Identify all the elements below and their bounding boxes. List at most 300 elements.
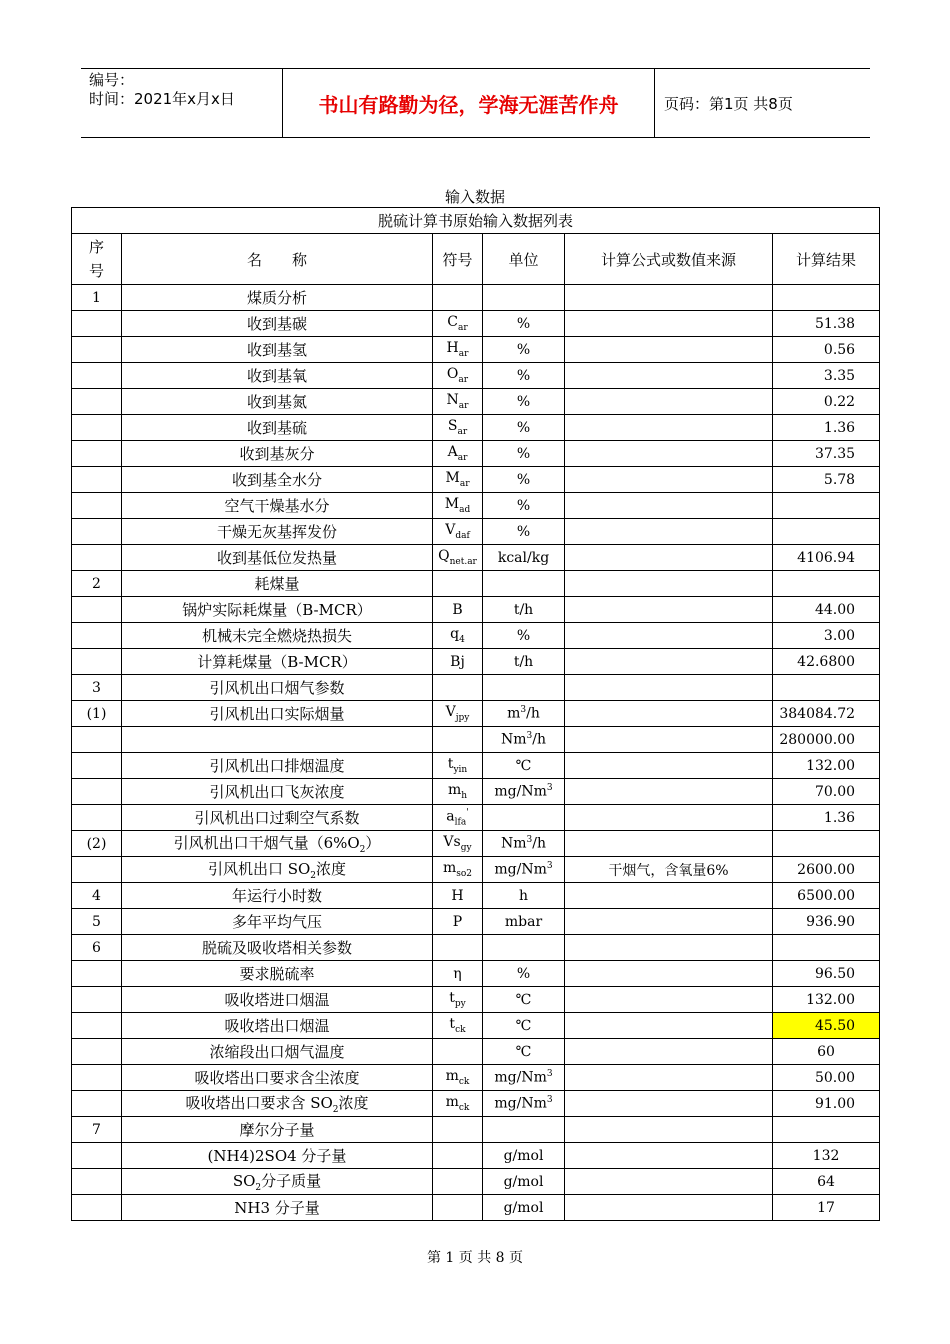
row-unit (483, 571, 565, 597)
row-symbol (433, 493, 483, 519)
row-unit (483, 1117, 565, 1143)
row-symbol-text: t (449, 1016, 456, 1033)
row-symbol (433, 961, 483, 987)
row-symbol (433, 337, 483, 363)
row-result (773, 987, 880, 1013)
row-symbol-text: A (447, 444, 458, 461)
row-name-text: 煤质分析 (246, 289, 307, 307)
row-symbol-text: Vs (443, 834, 461, 851)
row-name-subscript: 2 (310, 871, 317, 881)
table-row (72, 415, 880, 441)
table-row (72, 545, 880, 571)
header-seq-2: 号 (88, 262, 104, 280)
row-symbol-subscript: ar (457, 452, 468, 463)
row-symbol-text: O (446, 366, 459, 383)
row-formula (565, 675, 773, 701)
row-unit-suffix: /h (532, 835, 546, 852)
input-data-table (71, 207, 880, 1221)
row-name-text: 收到基硫 (246, 419, 307, 437)
table-row (72, 1143, 880, 1169)
row-name-text: 收到基碳 (246, 315, 307, 333)
row-seq (72, 285, 122, 311)
row-symbol-text: m (445, 1094, 459, 1111)
row-unit-text: % (516, 341, 531, 358)
row-formula (565, 389, 773, 415)
row-symbol-text: V (445, 522, 456, 539)
table-row (72, 597, 880, 623)
row-seq (72, 623, 122, 649)
row-symbol (433, 805, 483, 831)
row-result (773, 623, 880, 649)
row-result (773, 597, 880, 623)
row-name-text: 吸收塔出口烟温 (224, 1017, 330, 1035)
row-unit (483, 1143, 565, 1169)
row-seq (72, 935, 122, 961)
row-unit (483, 1169, 565, 1195)
row-name-text: 耗煤量 (254, 575, 300, 593)
row-result-text: 51.38 (814, 315, 856, 332)
row-symbol-subscript: h (461, 790, 468, 801)
row-seq (72, 1143, 122, 1169)
row-seq (72, 831, 122, 857)
row-formula (565, 753, 773, 779)
row-name-text: 计算耗煤量（B-MCR） (197, 653, 357, 671)
row-result-text: 45.50 (814, 1017, 856, 1034)
row-unit (483, 857, 565, 883)
row-name-text: 收到基全水分 (231, 471, 322, 489)
row-symbol (433, 857, 483, 883)
row-name (122, 467, 433, 493)
row-name-text: 收到基低位发热量 (216, 549, 337, 567)
row-unit (483, 675, 565, 701)
row-formula (565, 1039, 773, 1065)
row-name (122, 571, 433, 597)
header-page-info: 页码：第1页 共8页 (664, 94, 793, 113)
page-footer: 第 1 页 共 8 页 (426, 1250, 524, 1266)
row-result (773, 805, 880, 831)
row-formula (565, 831, 773, 857)
row-unit (483, 1065, 565, 1091)
row-unit-text: m (507, 705, 521, 722)
row-result-text: 936.90 (806, 913, 856, 930)
row-unit (483, 649, 565, 675)
row-formula (565, 1143, 773, 1169)
row-name-text: 引风机出口干烟气量（6%O (173, 834, 360, 852)
table-row (72, 935, 880, 961)
row-unit-text: ℃ (515, 757, 532, 774)
row-result (773, 285, 880, 311)
table-row (72, 467, 880, 493)
row-result (773, 415, 880, 441)
row-seq (72, 961, 122, 987)
time-label: 时间：2021年x月x日 (89, 90, 235, 108)
row-name-text: 引风机出口 SO (207, 860, 311, 878)
row-seq (72, 493, 122, 519)
table-row (72, 805, 880, 831)
row-symbol-text: V (445, 704, 456, 721)
row-symbol-text: P (452, 913, 463, 930)
row-unit (483, 701, 565, 727)
row-name-text: SO (232, 1172, 256, 1190)
row-symbol (433, 1143, 483, 1169)
row-result (773, 493, 880, 519)
table-row (72, 1117, 880, 1143)
row-result (773, 649, 880, 675)
row-unit-text: ℃ (515, 1043, 532, 1060)
row-symbol-text: t (449, 990, 455, 1007)
row-symbol-text: N (446, 392, 459, 409)
row-unit (483, 753, 565, 779)
row-name (122, 519, 433, 545)
row-unit-text: t/h (513, 653, 534, 670)
table-row (72, 623, 880, 649)
row-formula (565, 415, 773, 441)
row-result-text: 3.00 (823, 627, 856, 644)
row-seq-text: 3 (92, 679, 101, 696)
row-name-text: 吸收塔出口要求含 SO (185, 1094, 333, 1112)
row-result (773, 389, 880, 415)
row-unit (483, 519, 565, 545)
row-unit-superscript: 3 (526, 731, 533, 742)
row-name (122, 727, 433, 753)
row-symbol-subscript: gy (460, 842, 472, 853)
header-seq-1: 序 (88, 238, 104, 256)
row-result (773, 753, 880, 779)
number-label: 编号： (89, 71, 135, 89)
row-formula (565, 1013, 773, 1039)
row-seq (72, 467, 122, 493)
row-result (773, 701, 880, 727)
row-seq (72, 1065, 122, 1091)
row-formula (565, 883, 773, 909)
header-formula: 计算公式或数值来源 (565, 234, 773, 285)
row-result-text: 132 (812, 1147, 840, 1164)
row-result-text: 132.00 (806, 757, 856, 774)
row-symbol (433, 441, 483, 467)
row-name (122, 337, 433, 363)
row-seq (72, 727, 122, 753)
row-name-subscript: 2 (359, 845, 366, 855)
row-unit (483, 337, 565, 363)
row-name (122, 623, 433, 649)
row-name (122, 1169, 433, 1195)
row-symbol (433, 883, 483, 909)
table-header-row (72, 234, 880, 285)
row-seq (72, 519, 122, 545)
row-name (122, 831, 433, 857)
row-seq (72, 805, 122, 831)
row-symbol (433, 597, 483, 623)
row-symbol (433, 1039, 483, 1065)
row-result (773, 779, 880, 805)
row-formula (565, 597, 773, 623)
row-unit-text: mg/Nm (494, 1095, 547, 1112)
row-formula (565, 623, 773, 649)
row-unit-suffix: /h (526, 705, 540, 722)
row-seq (72, 571, 122, 597)
table-row (72, 649, 880, 675)
table-row (72, 987, 880, 1013)
row-unit (483, 779, 565, 805)
row-seq (72, 1013, 122, 1039)
row-unit (483, 415, 565, 441)
row-result-text: 0.56 (823, 341, 856, 358)
row-name-text: 收到基灰分 (239, 445, 315, 463)
table-row (72, 493, 880, 519)
row-seq-text: (2) (86, 835, 107, 852)
row-formula (565, 571, 773, 597)
row-seq (72, 779, 122, 805)
row-name-text: 摩尔分子量 (239, 1121, 315, 1139)
row-seq (72, 649, 122, 675)
row-name (122, 857, 433, 883)
row-unit-text: % (516, 965, 531, 982)
row-name-text: 引风机出口过剩空气系数 (194, 809, 360, 827)
row-result (773, 337, 880, 363)
row-name-text: 引风机出口排烟温度 (209, 757, 345, 775)
row-seq (72, 987, 122, 1013)
table-row (72, 285, 880, 311)
row-symbol-subscript: ar (458, 348, 469, 359)
row-unit (483, 285, 565, 311)
row-symbol-text: a (446, 808, 455, 825)
row-result (773, 545, 880, 571)
row-seq (72, 389, 122, 415)
row-unit-superscript: 3 (526, 835, 533, 846)
row-unit (483, 805, 565, 831)
table-row (72, 571, 880, 597)
row-seq (72, 909, 122, 935)
row-name (122, 675, 433, 701)
row-unit-text: ℃ (515, 991, 532, 1008)
row-result-text: 384084.72 (779, 705, 856, 722)
row-symbol (433, 1091, 483, 1117)
table-row (72, 701, 880, 727)
row-name-text: 收到基氧 (246, 367, 307, 385)
row-seq (72, 701, 122, 727)
row-unit-suffix: /h (532, 731, 546, 748)
row-name-suffix: 分子质量 (261, 1172, 322, 1190)
row-symbol-text: m (445, 1068, 459, 1085)
row-result (773, 883, 880, 909)
row-seq (72, 337, 122, 363)
header-result: 计算结果 (773, 234, 880, 285)
row-symbol (433, 545, 483, 571)
row-formula (565, 545, 773, 571)
row-result-text: 3.35 (823, 367, 856, 384)
row-name-text: 空气干燥基水分 (224, 497, 330, 515)
table-row (72, 727, 880, 753)
row-name-suffix: ） (365, 834, 381, 852)
row-formula (565, 1169, 773, 1195)
row-seq (72, 311, 122, 337)
row-name (122, 883, 433, 909)
row-result (773, 1143, 880, 1169)
row-unit (483, 935, 565, 961)
row-result (773, 363, 880, 389)
row-result-text: 6500.00 (797, 887, 856, 904)
table-row (72, 883, 880, 909)
row-result-text: 4106.94 (797, 549, 856, 566)
row-symbol (433, 415, 483, 441)
row-result-text: 42.6800 (797, 653, 856, 670)
row-symbol (433, 467, 483, 493)
row-formula (565, 285, 773, 311)
row-unit-superscript: 3 (520, 705, 527, 716)
row-symbol-subscript: lfa (454, 817, 467, 828)
row-result-text: 1.36 (823, 809, 856, 826)
table-row (72, 857, 880, 883)
row-symbol (433, 831, 483, 857)
row-symbol (433, 727, 483, 753)
row-symbol-text: C (447, 314, 459, 331)
row-name-text: 收到基氮 (246, 393, 307, 411)
row-formula (565, 935, 773, 961)
row-seq (72, 1195, 122, 1221)
row-unit (483, 1039, 565, 1065)
table-row (72, 831, 880, 857)
row-symbol (433, 753, 483, 779)
row-symbol-subscript: ck (455, 1024, 466, 1035)
row-unit-text: mg/Nm (494, 861, 547, 878)
row-unit-text: mg/Nm (494, 1069, 547, 1086)
row-unit-text: % (516, 627, 531, 644)
row-unit (483, 545, 565, 571)
row-result (773, 311, 880, 337)
row-unit-text: % (516, 445, 531, 462)
row-formula (565, 1195, 773, 1221)
row-result (773, 1039, 880, 1065)
row-unit-text: % (516, 523, 531, 540)
row-seq (72, 597, 122, 623)
row-symbol (433, 1117, 483, 1143)
row-name-text: 引风机出口飞灰浓度 (209, 783, 345, 801)
row-formula (565, 467, 773, 493)
row-name-text: 机械未完全燃烧热损失 (201, 627, 352, 645)
row-unit (483, 909, 565, 935)
row-formula (565, 337, 773, 363)
row-symbol (433, 909, 483, 935)
row-symbol-subscript: ar (458, 322, 468, 333)
header-name: 名 称 (122, 234, 433, 285)
row-symbol (433, 1013, 483, 1039)
row-symbol (433, 701, 483, 727)
row-formula (565, 1065, 773, 1091)
row-symbol-text: M (445, 470, 460, 487)
header-motto: 书山有路勤为径，学海无涯苦作舟 (283, 69, 655, 137)
row-result-text: 280000.00 (779, 731, 856, 748)
row-unit (483, 597, 565, 623)
row-result (773, 857, 880, 883)
row-symbol (433, 389, 483, 415)
row-unit (483, 727, 565, 753)
row-result-text: 2600.00 (797, 861, 856, 878)
row-seq (72, 857, 122, 883)
row-unit (483, 363, 565, 389)
row-unit-text: % (516, 393, 531, 410)
row-name (122, 363, 433, 389)
row-symbol (433, 519, 483, 545)
table-row (72, 909, 880, 935)
row-result (773, 935, 880, 961)
row-name-text: 引风机出口实际烟量 (209, 705, 345, 723)
row-name (122, 987, 433, 1013)
row-symbol-subscript: 4 (459, 634, 465, 645)
row-result (773, 831, 880, 857)
row-symbol-text: S (447, 418, 458, 435)
row-result-text: 132.00 (806, 991, 856, 1008)
row-symbol (433, 987, 483, 1013)
row-symbol (433, 363, 483, 389)
row-name-text: (NH4)2SO4 分子量 (207, 1147, 347, 1165)
row-symbol-subscript: ar (458, 374, 469, 385)
row-name-text: 收到基氢 (246, 341, 307, 359)
row-name (122, 1091, 433, 1117)
row-unit (483, 1013, 565, 1039)
row-result-text: 0.22 (823, 393, 856, 410)
row-result-text: 96.50 (814, 965, 856, 982)
row-symbol (433, 623, 483, 649)
row-symbol-subscript: py (454, 998, 466, 1009)
row-name-subscript: 2 (332, 1105, 339, 1115)
row-unit-text: kcal/kg (497, 549, 550, 566)
row-symbol (433, 779, 483, 805)
table-row (72, 1169, 880, 1195)
row-result-text: 1.36 (823, 419, 856, 436)
row-seq-text: 1 (92, 289, 101, 306)
row-unit-text: mbar (504, 913, 543, 930)
header-symbol: 符号 (433, 234, 483, 285)
table-row (72, 1065, 880, 1091)
row-unit-text: % (516, 315, 531, 332)
row-seq-text: 5 (92, 913, 101, 930)
row-name-text: 多年平均气压 (231, 913, 322, 931)
table-row (72, 1039, 880, 1065)
row-name (122, 649, 433, 675)
row-symbol-subscript: daf (455, 530, 470, 541)
row-symbol-subscript: ar (458, 400, 469, 411)
row-symbol-text: M (444, 496, 460, 513)
row-unit (483, 1091, 565, 1117)
row-formula (565, 1091, 773, 1117)
row-symbol (433, 571, 483, 597)
row-seq (72, 441, 122, 467)
row-result-text: 5.78 (823, 471, 856, 488)
row-seq (72, 1091, 122, 1117)
header-seq (72, 234, 122, 285)
row-seq-text: (1) (86, 705, 107, 722)
row-unit (483, 311, 565, 337)
row-unit (483, 493, 565, 519)
table-row (72, 1195, 880, 1221)
row-formula (565, 363, 773, 389)
row-symbol (433, 285, 483, 311)
row-unit-text: Nm (501, 731, 527, 748)
row-name (122, 285, 433, 311)
row-formula (565, 987, 773, 1013)
row-symbol (433, 1169, 483, 1195)
row-result (773, 1091, 880, 1117)
row-seq-text: 2 (92, 575, 101, 592)
row-name (122, 779, 433, 805)
row-symbol-text: m (442, 860, 457, 877)
row-name (122, 935, 433, 961)
row-unit (483, 1195, 565, 1221)
row-unit-text: t/h (513, 601, 534, 618)
row-name-subscript: 2 (255, 1183, 262, 1193)
row-name (122, 805, 433, 831)
row-name-suffix: 浓度 (316, 860, 347, 878)
